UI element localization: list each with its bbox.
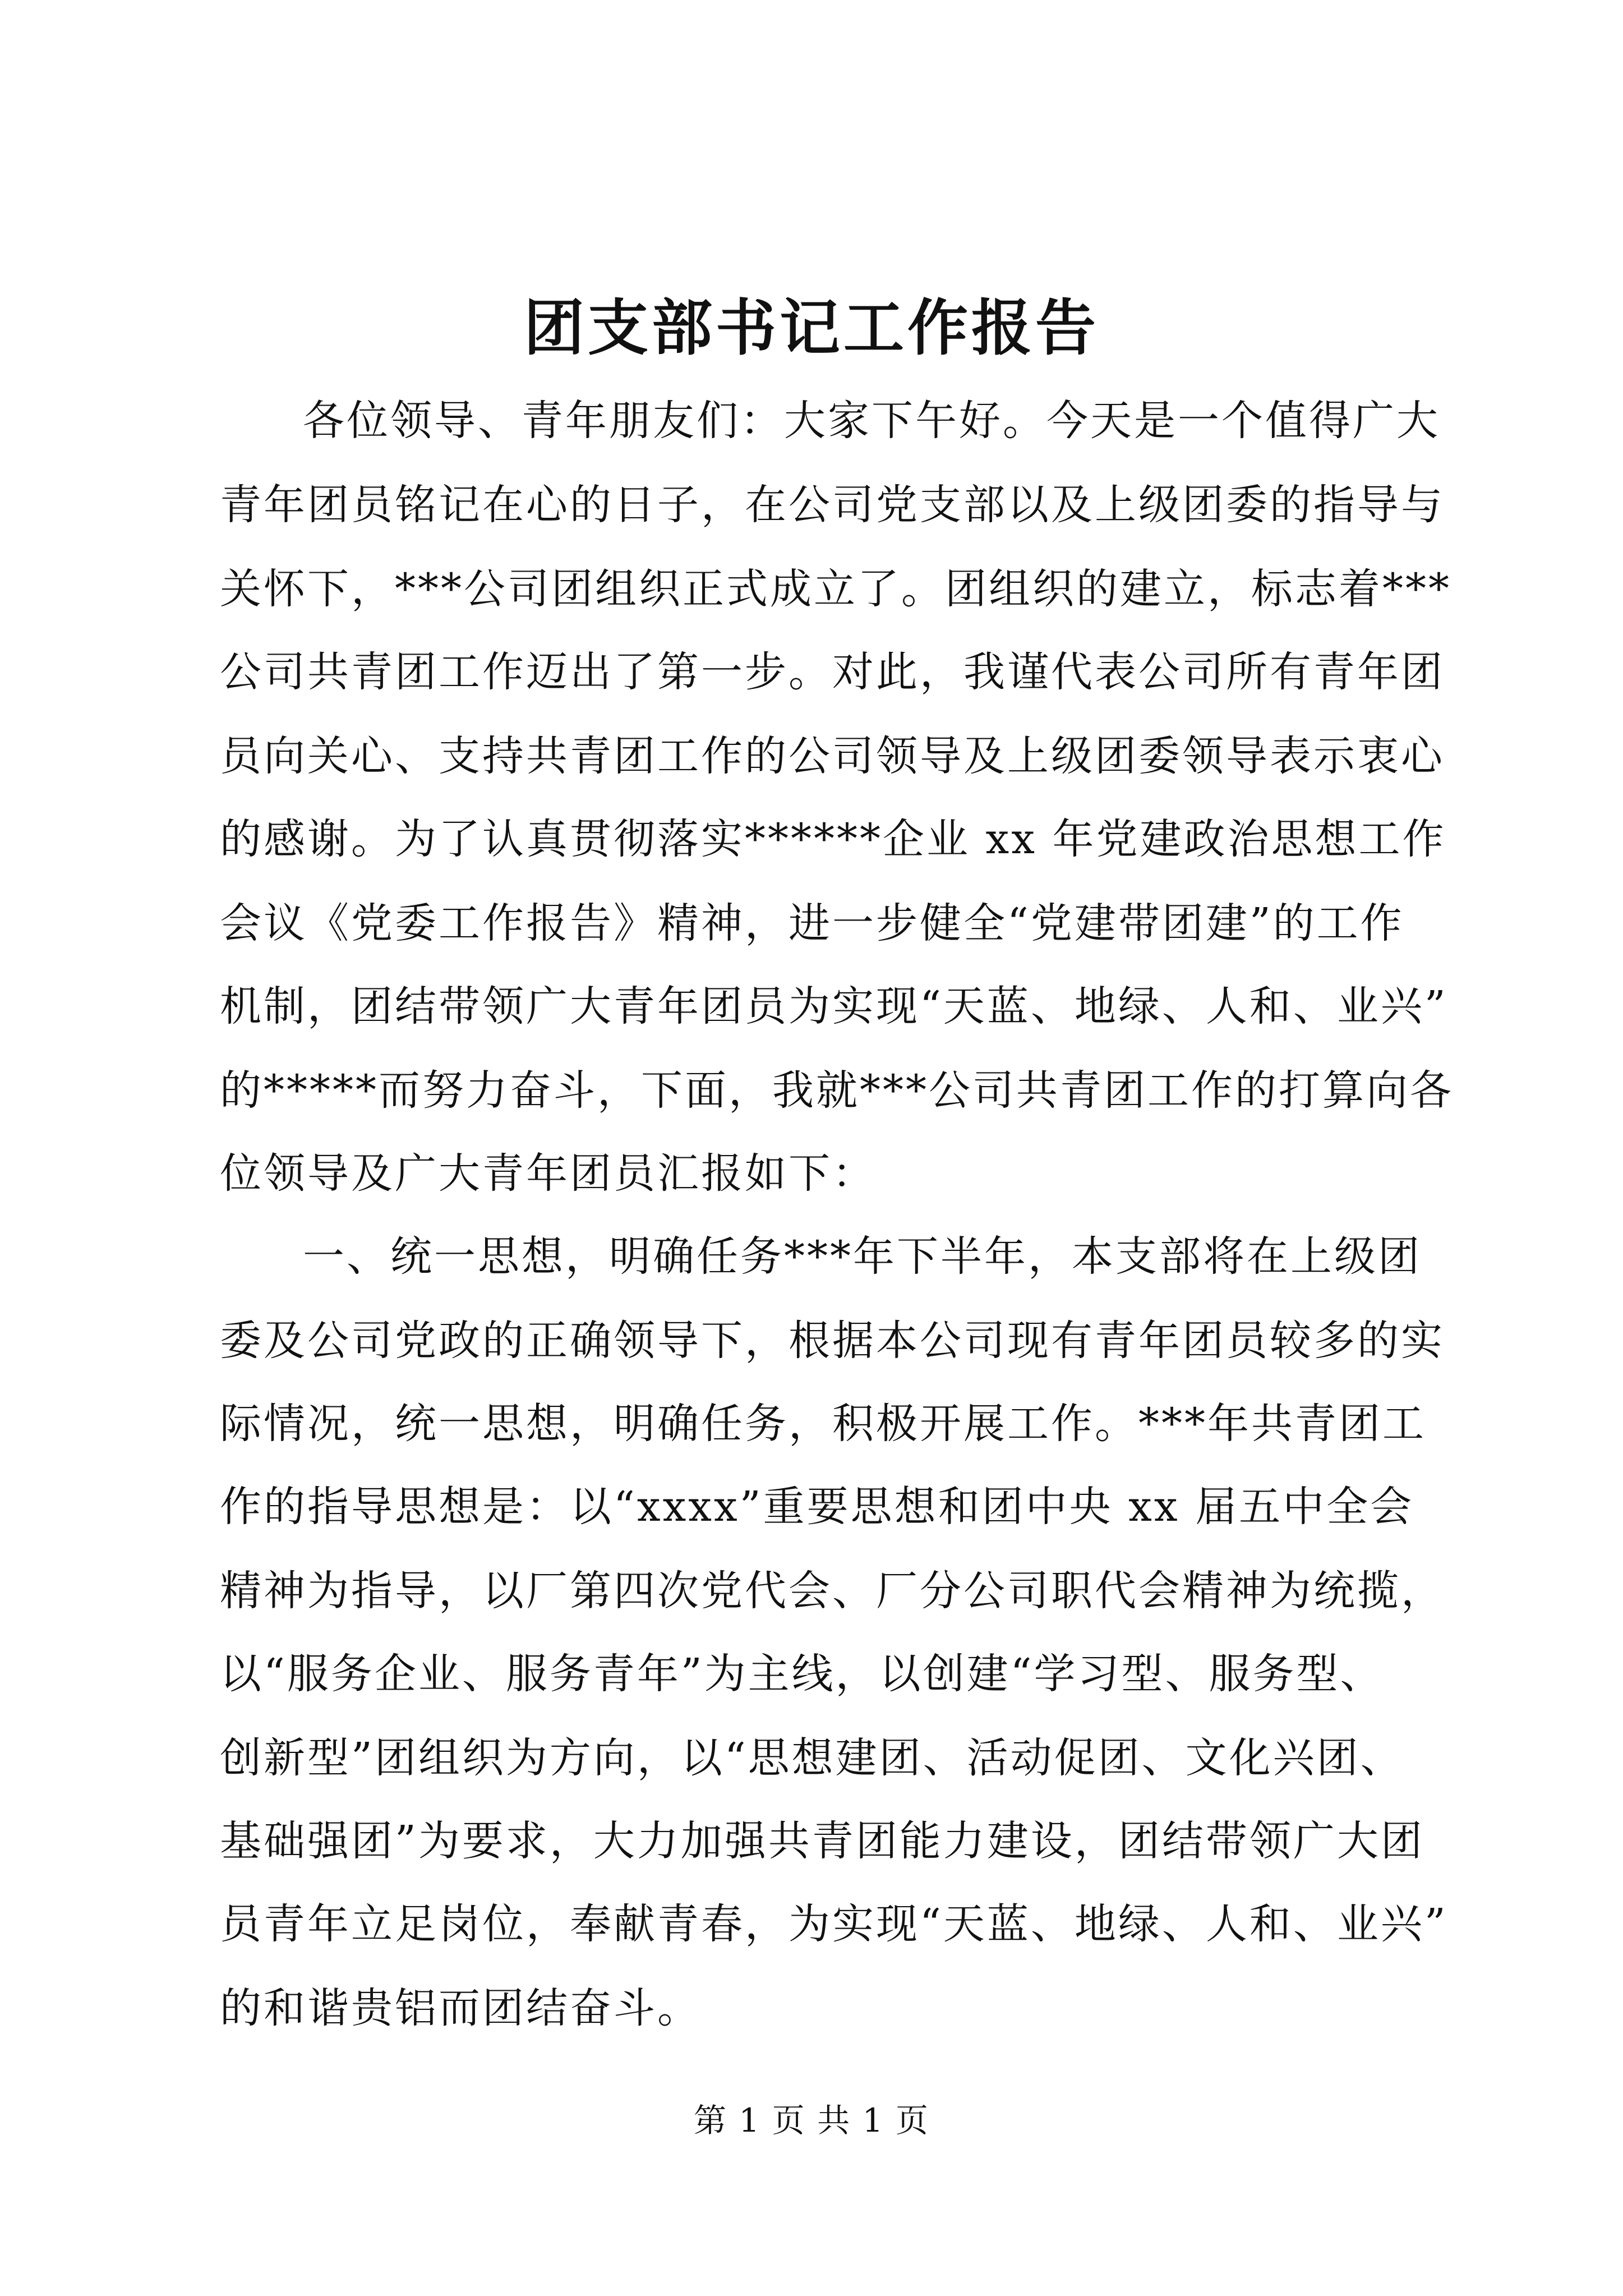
paragraph-line: 机制，团结带领广大青年团员为实现“天蓝、地绿、人和、业兴” <box>220 982 1448 1030</box>
paragraph-line: 创新型”团组织为方向，以“思想建团、活动促团、文化兴团、 <box>220 1734 1404 1782</box>
paragraph-line: 员向关心、支持共青团工作的公司领导及上级团委领导表示衷心 <box>220 732 1445 780</box>
paragraph-line: 公司共青团工作迈出了第一步。对此，我谨代表公司所有青年团 <box>220 648 1445 696</box>
paragraph-line: 各位领导、青年朋友们：大家下午好。今天是一个值得广大 <box>303 397 1440 445</box>
paragraph-line: 青年团员铭记在心的日子，在公司党支部以及上级团委的指导与 <box>220 481 1445 529</box>
paragraph-line: 位领导及广大青年团员汇报如下： <box>220 1149 876 1198</box>
paragraph-line: 精神为指导，以厂第四次党代会、厂分公司职代会精神为统揽， <box>220 1567 1445 1615</box>
paragraph-line: 的和谐贵铝而团结奋斗。 <box>220 1984 701 2032</box>
paragraph-line: 员青年立足岗位，奉献青春，为实现“天蓝、地绿、人和、业兴” <box>220 1900 1448 1948</box>
paragraph-line: 委及公司党政的正确领导下，根据本公司现有青年团员较多的实 <box>220 1317 1445 1365</box>
paragraph-line: 一、统一思想，明确任务***年下半年，本支部将在上级团 <box>303 1232 1422 1281</box>
paragraph-line: 的*****而努力奋斗，下面，我就***公司共青团工作的打算向各 <box>220 1066 1454 1115</box>
paragraph-line: 以“服务企业、服务青年”为主线，以创建“学习型、服务型、 <box>220 1650 1384 1698</box>
page-footer: 第 1 页 共 1 页 <box>694 2101 929 2139</box>
paragraph-line: 会议《党委工作报告》精神，进一步健全“党建带团建”的工作 <box>220 899 1404 947</box>
paragraph-line: 际情况，统一思想，明确任务，积极开展工作。***年共青团工 <box>220 1400 1426 1448</box>
paragraph-line: 关怀下，***公司团组织正式成立了。团组织的建立，标志着*** <box>220 565 1451 613</box>
paragraph-line: 的感谢。为了认真贯彻落实******企业 xx 年党建政治思想工作 <box>220 815 1446 863</box>
document-title: 团支部书记工作报告 <box>523 293 1099 364</box>
paragraph-line: 基础强团”为要求，大力加强共青团能力建设，团结带领广大团 <box>220 1817 1424 1865</box>
paragraph-line: 作的指导思想是：以“xxxx”重要思想和团中央 xx 届五中全会 <box>220 1483 1414 1531</box>
